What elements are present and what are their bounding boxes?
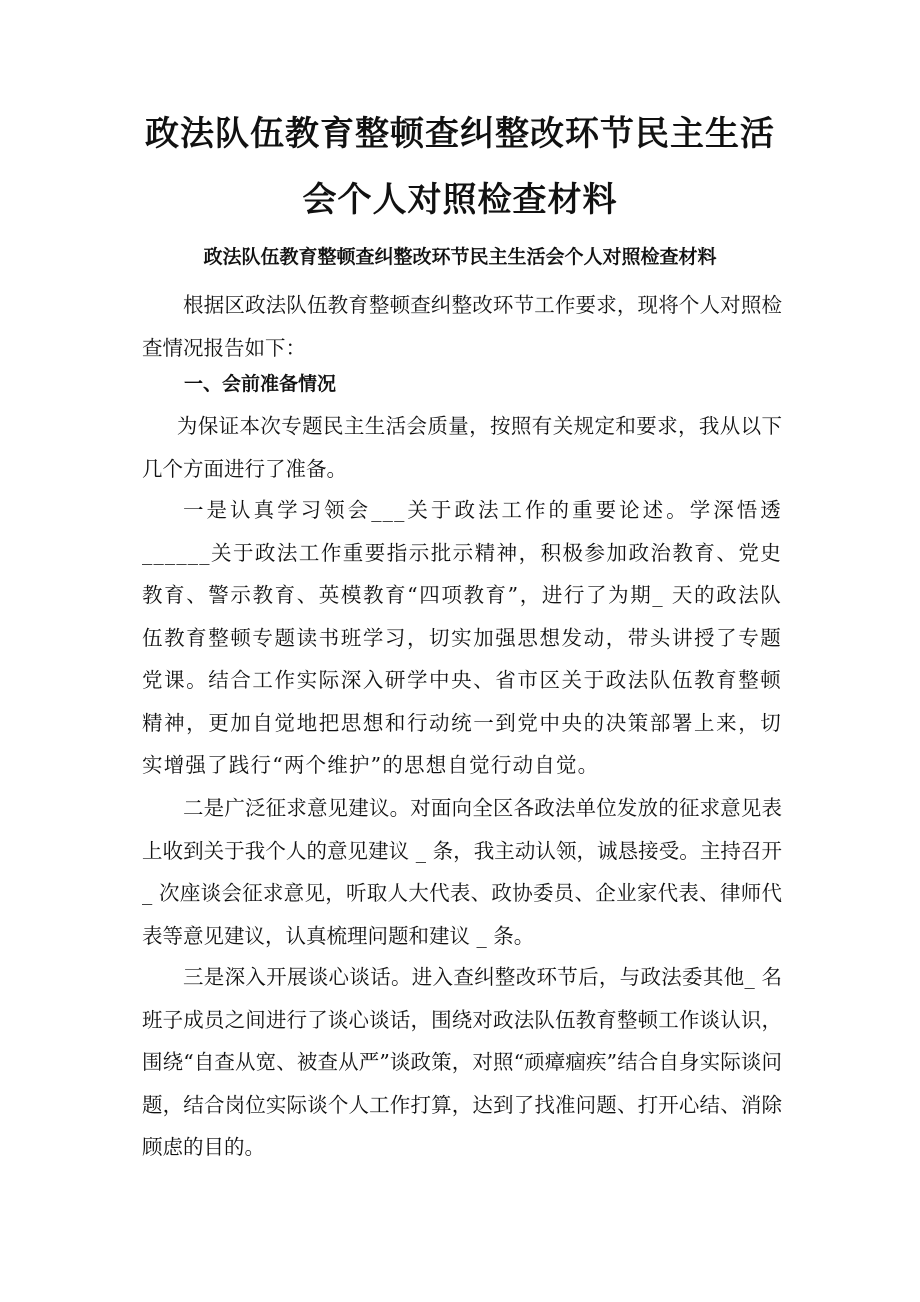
document-subtitle: 政法队伍教育整顿查纠整改环节民主生活会个人对照检查材料 <box>203 246 717 268</box>
body-paragraph: 二是广泛征求意见建议。对面向全区各政法单位发放的征求意见表上收到关于我个人的意见建议 _ 条，我主动认领，诚恳接受。主持召开 _ 次座谈会征求意见，听取人大代表、政协委员、企业家代表、律师代表等意见建议，认真梳理问题和建议 _ 条。 <box>142 796 782 948</box>
document-title-line-1: 政法队伍教育整顿查纠整改环节民主生活 <box>145 114 775 154</box>
body-paragraph: 为保证本次专题民主生活会质量，按照有关规定和要求，我从以下几个方面进行了准备。 <box>142 414 782 481</box>
body-paragraph: 三是深入开展谈心谈话。进入查纠整改环节后，与政法委其他_ 名班子成员之间进行了谈心谈话，围绕对政法队伍教育整顿工作谈认识，围绕“自查从宽、被查从严”谈政策，对照“顽瘴痼疾”结合自身实际谈问题，结合岗位实际谈个人工作打算，达到了找准问题、打开心结、消除顾虑的目的。 <box>142 965 782 1159</box>
intro-paragraph: 根据区政法队伍教育整顿查纠整改环节工作要求，现将个人对照检查情况报告如下： <box>142 293 782 360</box>
document-title-line-2: 会个人对照检查材料 <box>302 180 618 220</box>
body-paragraph: 一是认真学习领会___关于政法工作的重要论述。学深悟透______关于政法工作重要指示批示精神，积极参加政治教育、党史教育、警示教育、英模教育“四项教育”，进行了为期_ 天的政法队伍教育整顿专题读书班学习，切实加强思想发动，带头讲授了专题党课。结合工作实际深入研学中央、省市区关于政法队伍教育整顿精神，更加自觉地把思想和行动统一到党中央的决策部署上来，切实增强了践行“两个维护”的思想自觉行动自觉。 <box>142 498 782 777</box>
section-heading: 一、会前准备情况 <box>184 373 337 395</box>
